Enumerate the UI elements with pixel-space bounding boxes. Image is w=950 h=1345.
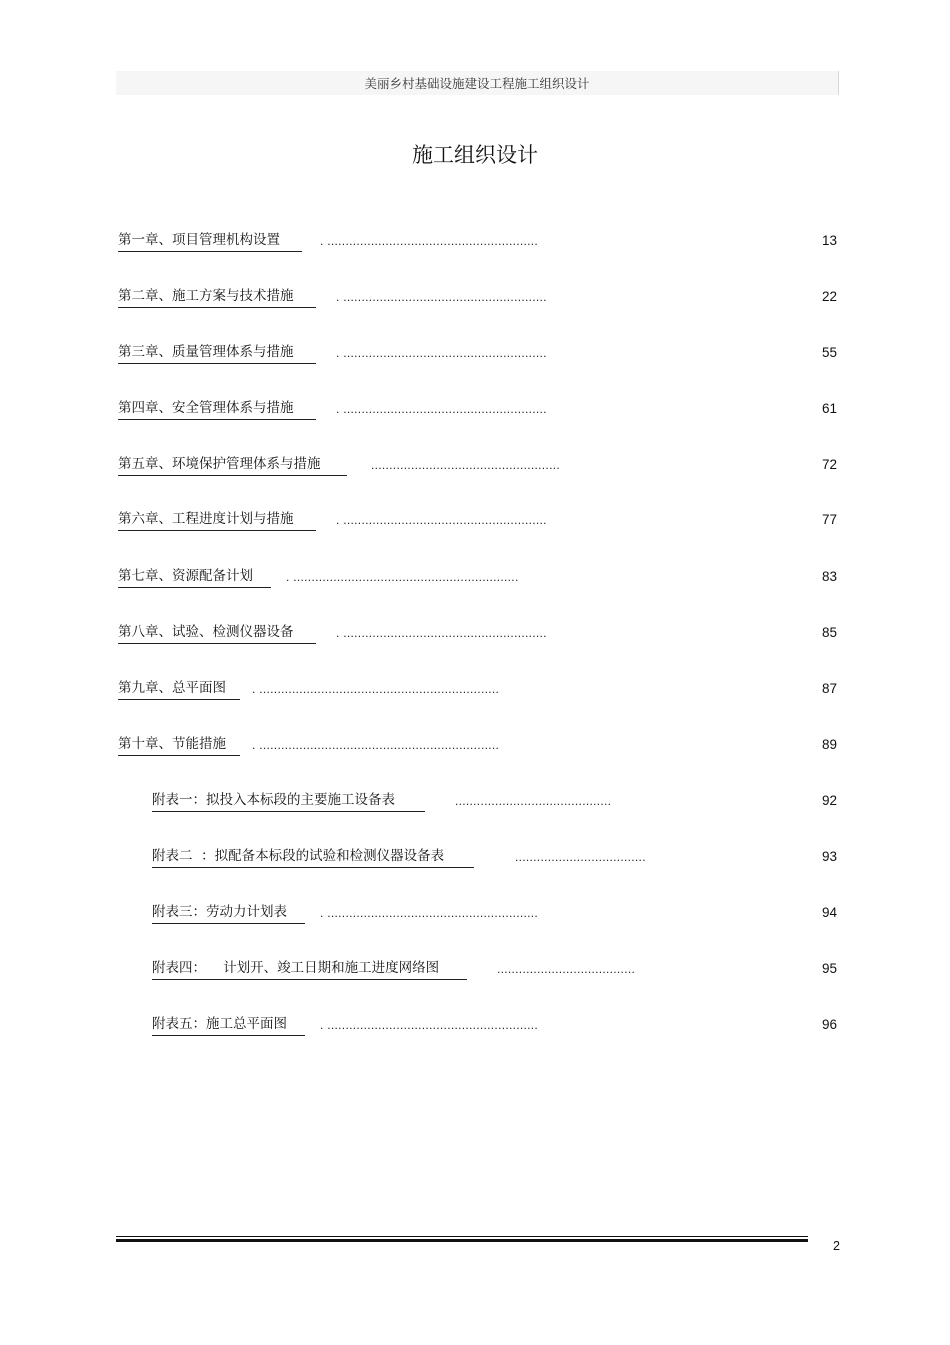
toc-entry-page: 13	[821, 233, 837, 248]
toc-entry-leader: . ..................................................................	[252, 738, 500, 752]
toc-entry-leader: . ..........................................................	[320, 234, 539, 248]
toc-entry-label[interactable]: 第七章、资源配备计划	[118, 565, 271, 588]
toc-entry[interactable]	[0, 733, 950, 757]
toc-entry-label[interactable]: 附表三：劳动力计划表	[152, 901, 305, 924]
toc-entry-label[interactable]: 附表一：拟投入本标段的主要施工设备表	[152, 789, 425, 812]
toc-entry-label[interactable]: 第十章、节能措施	[118, 733, 240, 756]
toc-entry-page: 77	[821, 512, 837, 527]
toc-entry-page: 85	[821, 625, 837, 640]
toc-entry-leader: . ........................................................	[336, 346, 547, 360]
toc-entry[interactable]	[0, 621, 950, 645]
toc-entry[interactable]	[0, 453, 950, 477]
toc-entry[interactable]	[0, 957, 950, 981]
toc-entry-leader: . ........................................................	[336, 513, 547, 527]
toc-entry[interactable]	[0, 901, 950, 925]
toc-entry-leader: ....................................	[515, 850, 646, 864]
toc-entry-leader: . ........................................................	[336, 402, 547, 416]
toc-entry-leader: . ........................................................	[336, 626, 547, 640]
toc-entry-label[interactable]: 第八章、试验、检测仪器设备	[118, 621, 316, 644]
toc-entry-page: 83	[821, 569, 837, 584]
toc-entry-leader: . ..........................................................	[320, 906, 539, 920]
toc-entry-label[interactable]: 第三章、质量管理体系与措施	[118, 341, 316, 364]
toc-entry[interactable]	[0, 677, 950, 701]
toc-entry-leader: . ........................................................	[336, 290, 547, 304]
toc-entry[interactable]	[0, 845, 950, 869]
toc-entry-label[interactable]: 第六章、工程进度计划与措施	[118, 508, 316, 531]
toc-entry[interactable]	[0, 789, 950, 813]
toc-entry-leader: . ..............................................................	[286, 570, 519, 584]
toc-entry-label[interactable]: 附表四： 计划开、竣工日期和施工进度网络图	[152, 957, 467, 980]
toc-entry-page: 22	[821, 289, 837, 304]
toc-entry-label[interactable]: 附表二 ：拟配备本标段的试验和检测仪器设备表	[152, 845, 474, 868]
toc-entry-label[interactable]: 第五章、环境保护管理体系与措施	[118, 453, 347, 476]
toc-entry[interactable]	[0, 508, 950, 532]
toc-entry-page: 72	[821, 457, 837, 472]
toc-entry-page: 92	[821, 793, 837, 808]
toc-entry-leader: . ..........................................................	[320, 1018, 539, 1032]
toc-entry-leader: ....................................................	[371, 458, 560, 472]
toc-entry-label[interactable]: 附表五：施工总平面图	[152, 1013, 305, 1036]
toc-entry-leader: ...........................................	[455, 794, 612, 808]
toc-entry[interactable]	[0, 1013, 950, 1037]
document-title: 施工组织设计	[412, 143, 538, 167]
toc-entry-page: 61	[821, 401, 837, 416]
toc-entry[interactable]	[0, 285, 950, 309]
toc-entry-label[interactable]: 第四章、安全管理体系与措施	[118, 397, 316, 420]
toc-entry-label[interactable]: 第二章、施工方案与技术措施	[118, 285, 316, 308]
toc-entry-page: 89	[821, 737, 837, 752]
toc-entry-page: 87	[821, 681, 837, 696]
toc-entry[interactable]	[0, 229, 950, 253]
toc-entry-label[interactable]: 第九章、总平面图	[118, 677, 240, 700]
toc-entry-page: 93	[821, 849, 837, 864]
toc-entry[interactable]	[0, 341, 950, 365]
running-header: 美丽乡村基础设施建设工程施工组织设计	[116, 71, 839, 95]
toc-entry-label[interactable]: 第一章、项目管理机构设置	[118, 229, 302, 252]
footer-rule-thick	[116, 1239, 808, 1242]
toc-entry-page: 94	[821, 905, 837, 920]
toc-entry-page: 96	[821, 1017, 837, 1032]
page-number: 2	[833, 1239, 840, 1253]
toc-entry-leader: . ..................................................................	[252, 682, 500, 696]
toc-entry-page: 95	[821, 961, 837, 976]
toc-entry[interactable]	[0, 565, 950, 589]
toc-entry-page: 55	[821, 345, 837, 360]
toc-entry-leader: ......................................	[497, 962, 636, 976]
toc-entry[interactable]	[0, 397, 950, 421]
footer-rule-thin	[116, 1236, 808, 1237]
